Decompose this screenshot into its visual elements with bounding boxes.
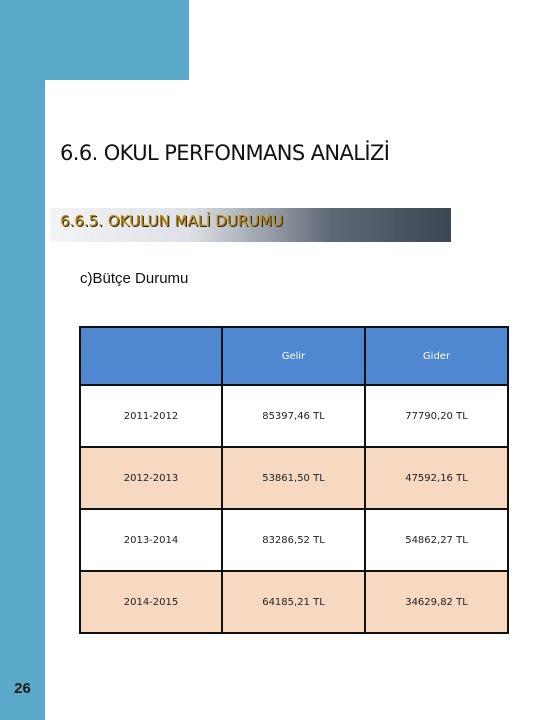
year-cell: 2013-2014	[80, 509, 222, 571]
header-cell-expense: Gider	[365, 327, 508, 385]
income-cell: 53861,50 TL	[222, 447, 365, 509]
expense-cell: 47592,16 TL	[365, 447, 508, 509]
page-title: 6.6. OKUL PERFONMANS ANALİZİ	[60, 141, 390, 165]
budget-status-label: c)Bütçe Durumu	[80, 270, 189, 287]
table-row	[80, 447, 508, 509]
budget-table	[79, 326, 509, 634]
expense-cell: 54862,27 TL	[365, 509, 508, 571]
year-cell: 2014-2015	[80, 571, 222, 633]
header-cell-blank	[80, 327, 222, 385]
year-cell: 2011-2012	[80, 385, 222, 447]
accent-corner-curve	[45, 80, 85, 120]
table-row	[80, 385, 508, 447]
expense-cell: 77790,20 TL	[365, 385, 508, 447]
income-cell: 85397,46 TL	[222, 385, 365, 447]
left-accent-band	[0, 0, 45, 720]
table-row	[80, 509, 508, 571]
income-cell: 64185,21 TL	[222, 571, 365, 633]
table-row	[80, 571, 508, 633]
page-number: 26	[14, 680, 31, 697]
year-cell: 2012-2013	[80, 447, 222, 509]
section-subtitle: 6.6.5. OKULUN MALİ DURUMU	[60, 212, 284, 230]
income-cell: 83286,52 TL	[222, 509, 365, 571]
expense-cell: 34629,82 TL	[365, 571, 508, 633]
table-header-row	[80, 327, 508, 385]
header-cell-income: Gelir	[222, 327, 365, 385]
top-accent-band	[45, 0, 189, 80]
